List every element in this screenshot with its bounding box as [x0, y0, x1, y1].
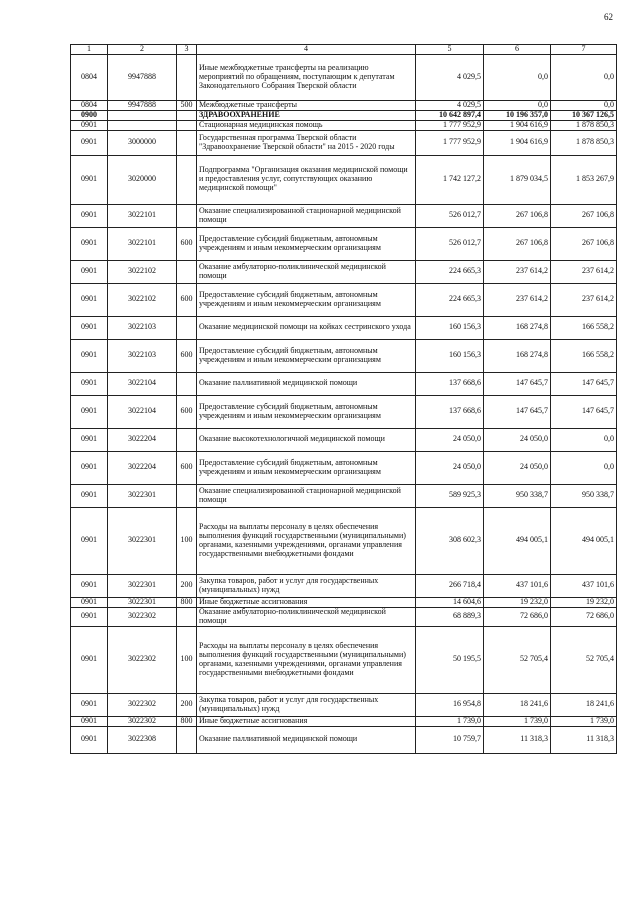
target-article-cell: 3022302 [108, 693, 177, 716]
amount-col5-cell: 24 050,0 [416, 451, 484, 484]
amount-col6-cell: 0,0 [484, 55, 551, 101]
amount-col5-cell: 224 665,3 [416, 260, 484, 283]
amount-col7-cell: 237 614,2 [551, 283, 617, 316]
expense-type-cell [177, 110, 197, 120]
amount-col7-cell: 10 367 126,5 [551, 110, 617, 120]
table-row [71, 130, 617, 155]
section-code-cell: 0900 [71, 110, 108, 120]
amount-col7-cell: 0,0 [551, 55, 617, 101]
section-code-cell: 0901 [71, 597, 108, 607]
section-code-cell: 0901 [71, 693, 108, 716]
table-row [71, 451, 617, 484]
expense-type-cell: 600 [177, 395, 197, 428]
item-name-cell: Предоставление субсидий бюджетным, автономным учреждениям и иным некоммерческим организациям [197, 227, 416, 260]
table-row [71, 716, 617, 726]
section-code-cell: 0901 [71, 607, 108, 626]
amount-col5-cell: 589 925,3 [416, 484, 484, 507]
target-article-cell: 9947888 [108, 101, 177, 111]
table-row [71, 372, 617, 395]
amount-col6-cell: 267 106,8 [484, 204, 551, 227]
amount-col6-cell: 147 645,7 [484, 372, 551, 395]
amount-col5-cell: 224 665,3 [416, 283, 484, 316]
item-name-cell: Расходы на выплаты персоналу в целях обеспечения выполнения функций государственными (муниципальными) органами, казенными учреждениями, органами управления государственными внебюджетными фондами [197, 626, 416, 693]
amount-col6-cell: 437 101,6 [484, 574, 551, 597]
target-article-cell: 3022204 [108, 451, 177, 484]
amount-col5-cell: 16 954,8 [416, 693, 484, 716]
amount-col6-cell: 1 739,0 [484, 716, 551, 726]
expense-type-cell [177, 428, 197, 451]
section-code-cell: 0901 [71, 155, 108, 204]
target-article-cell: 3022301 [108, 507, 177, 574]
target-article-cell: 3022103 [108, 316, 177, 339]
target-article-cell [108, 110, 177, 120]
amount-col6-cell: 168 274,8 [484, 339, 551, 372]
amount-col5-cell: 1 777 952,9 [416, 120, 484, 130]
item-name-cell: Предоставление субсидий бюджетным, автономным учреждениям и иным некоммерческим организациям [197, 283, 416, 316]
target-article-cell: 3022102 [108, 283, 177, 316]
item-name-cell: Закупка товаров, работ и услуг для государственных (муниципальных) нужд [197, 693, 416, 716]
table-row [71, 110, 617, 120]
amount-col5-cell: 266 718,4 [416, 574, 484, 597]
section-code-cell: 0901 [71, 507, 108, 574]
amount-col5-cell: 10 642 897,4 [416, 110, 484, 120]
expense-type-cell [177, 55, 197, 101]
amount-col7-cell: 19 232,0 [551, 597, 617, 607]
amount-col5-cell: 1 777 952,9 [416, 130, 484, 155]
expense-type-cell [177, 260, 197, 283]
table-row [71, 260, 617, 283]
expense-type-cell: 800 [177, 597, 197, 607]
item-name-cell: ЗДРАВООХРАНЕНИЕ [197, 110, 416, 120]
amount-col5-cell: 308 602,3 [416, 507, 484, 574]
section-code-cell: 0901 [71, 626, 108, 693]
expense-type-cell [177, 120, 197, 130]
expense-type-cell: 600 [177, 227, 197, 260]
amount-col7-cell: 166 558,2 [551, 316, 617, 339]
amount-col7-cell: 267 106,8 [551, 227, 617, 260]
target-article-cell [108, 120, 177, 130]
amount-col6-cell: 52 705,4 [484, 626, 551, 693]
item-name-cell: Подпрограмма "Организация оказания медицинской помощи и предоставления услуг, сопутствующих оказанию медицинской помощи" [197, 155, 416, 204]
expense-type-cell [177, 316, 197, 339]
table-row [71, 316, 617, 339]
target-article-cell: 3022301 [108, 574, 177, 597]
table-row [71, 597, 617, 607]
expense-type-cell [177, 155, 197, 204]
amount-col5-cell: 4 029,5 [416, 101, 484, 111]
item-name-cell: Оказание амбулаторно-поликлинической медицинской помощи [197, 607, 416, 626]
target-article-cell: 3022302 [108, 716, 177, 726]
section-code-cell: 0901 [71, 484, 108, 507]
target-article-cell: 3020000 [108, 155, 177, 204]
amount-col6-cell: 10 196 357,0 [484, 110, 551, 120]
column-number: 2 [108, 45, 177, 55]
expense-type-cell [177, 372, 197, 395]
amount-col7-cell: 494 005,1 [551, 507, 617, 574]
expense-type-cell: 600 [177, 339, 197, 372]
table-row [71, 155, 617, 204]
expense-type-cell: 200 [177, 574, 197, 597]
item-name-cell: Межбюджетные трансферты [197, 101, 416, 111]
expense-type-cell [177, 726, 197, 753]
item-name-cell: Оказание специализированной стационарной медицинской помощи [197, 204, 416, 227]
column-number: 5 [416, 45, 484, 55]
expense-type-cell: 100 [177, 507, 197, 574]
amount-col6-cell: 1 879 034,5 [484, 155, 551, 204]
item-name-cell: Иные бюджетные ассигнования [197, 716, 416, 726]
column-number-row [71, 45, 617, 55]
expense-type-cell [177, 130, 197, 155]
amount-col6-cell: 1 904 616,9 [484, 120, 551, 130]
amount-col5-cell: 50 195,5 [416, 626, 484, 693]
amount-col6-cell: 24 050,0 [484, 451, 551, 484]
table-row [71, 626, 617, 693]
item-name-cell: Стационарная медицинская помощь [197, 120, 416, 130]
amount-col7-cell: 237 614,2 [551, 260, 617, 283]
table-row [71, 395, 617, 428]
amount-col6-cell: 950 338,7 [484, 484, 551, 507]
column-number: 1 [71, 45, 108, 55]
item-name-cell: Расходы на выплаты персоналу в целях обеспечения выполнения функций государственными (муниципальными) органами, казенными учреждениями, органами управления государственными внебюджетными фондами [197, 507, 416, 574]
item-name-cell: Оказание медицинской помощи на койках сестринского ухода [197, 316, 416, 339]
target-article-cell: 3022101 [108, 227, 177, 260]
section-code-cell: 0901 [71, 120, 108, 130]
amount-col5-cell: 1 739,0 [416, 716, 484, 726]
item-name-cell: Иные бюджетные ассигнования [197, 597, 416, 607]
target-article-cell: 3022308 [108, 726, 177, 753]
section-code-cell: 0901 [71, 130, 108, 155]
amount-col5-cell: 526 012,7 [416, 204, 484, 227]
amount-col5-cell: 160 156,3 [416, 316, 484, 339]
expense-type-cell [177, 607, 197, 626]
item-name-cell: Предоставление субсидий бюджетным, автономным учреждениям и иным некоммерческим организациям [197, 339, 416, 372]
amount-col7-cell: 18 241,6 [551, 693, 617, 716]
table-row [71, 204, 617, 227]
amount-col7-cell: 0,0 [551, 451, 617, 484]
item-name-cell: Оказание высокотехнологичной медицинской помощи [197, 428, 416, 451]
budget-table [70, 44, 617, 754]
amount-col7-cell: 72 686,0 [551, 607, 617, 626]
amount-col6-cell: 147 645,7 [484, 395, 551, 428]
table-row [71, 120, 617, 130]
table-row [71, 484, 617, 507]
amount-col6-cell: 494 005,1 [484, 507, 551, 574]
amount-col7-cell: 437 101,6 [551, 574, 617, 597]
amount-col7-cell: 0,0 [551, 428, 617, 451]
amount-col7-cell: 950 338,7 [551, 484, 617, 507]
item-name-cell: Закупка товаров, работ и услуг для государственных (муниципальных) нужд [197, 574, 416, 597]
expense-type-cell [177, 484, 197, 507]
amount-col6-cell: 24 050,0 [484, 428, 551, 451]
table-row [71, 428, 617, 451]
amount-col6-cell: 237 614,2 [484, 260, 551, 283]
table-row [71, 574, 617, 597]
section-code-cell: 0901 [71, 395, 108, 428]
target-article-cell: 9947888 [108, 55, 177, 101]
amount-col7-cell: 52 705,4 [551, 626, 617, 693]
amount-col5-cell: 137 668,6 [416, 372, 484, 395]
amount-col7-cell: 166 558,2 [551, 339, 617, 372]
section-code-cell: 0901 [71, 283, 108, 316]
table-row [71, 227, 617, 260]
section-code-cell: 0901 [71, 204, 108, 227]
item-name-cell: Оказание паллиативной медицинской помощи [197, 372, 416, 395]
item-name-cell: Иные межбюджетные трансферты на реализацию мероприятий по обращениям, поступающим к депутатам Законодательного Собрания Тверской области [197, 55, 416, 101]
target-article-cell: 3022103 [108, 339, 177, 372]
amount-col7-cell: 1 739,0 [551, 716, 617, 726]
expense-type-cell: 600 [177, 283, 197, 316]
amount-col6-cell: 18 241,6 [484, 693, 551, 716]
amount-col6-cell: 1 904 616,9 [484, 130, 551, 155]
section-code-cell: 0804 [71, 101, 108, 111]
target-article-cell: 3022104 [108, 395, 177, 428]
amount-col7-cell: 147 645,7 [551, 395, 617, 428]
item-name-cell: Оказание специализированной стационарной медицинской помощи [197, 484, 416, 507]
table-row [71, 339, 617, 372]
amount-col5-cell: 4 029,5 [416, 55, 484, 101]
column-number: 3 [177, 45, 197, 55]
section-code-cell: 0901 [71, 339, 108, 372]
table-row [71, 55, 617, 101]
amount-col5-cell: 68 889,3 [416, 607, 484, 626]
column-number: 7 [551, 45, 617, 55]
amount-col7-cell: 267 106,8 [551, 204, 617, 227]
expense-type-cell [177, 204, 197, 227]
amount-col6-cell: 11 318,3 [484, 726, 551, 753]
item-name-cell: Государственная программа Тверской области "Здравоохранение Тверской области" на 2015 - 2020 годы [197, 130, 416, 155]
expense-type-cell: 200 [177, 693, 197, 716]
section-code-cell: 0901 [71, 428, 108, 451]
expense-type-cell: 500 [177, 101, 197, 111]
target-article-cell: 3022101 [108, 204, 177, 227]
target-article-cell: 3022104 [108, 372, 177, 395]
target-article-cell: 3022301 [108, 597, 177, 607]
expense-type-cell: 600 [177, 451, 197, 484]
table-row [71, 507, 617, 574]
amount-col7-cell: 11 318,3 [551, 726, 617, 753]
amount-col5-cell: 160 156,3 [416, 339, 484, 372]
expense-type-cell: 800 [177, 716, 197, 726]
item-name-cell: Предоставление субсидий бюджетным, автономным учреждениям и иным некоммерческим организациям [197, 451, 416, 484]
column-number: 6 [484, 45, 551, 55]
amount-col5-cell: 10 759,7 [416, 726, 484, 753]
section-code-cell: 0804 [71, 55, 108, 101]
amount-col7-cell: 0,0 [551, 101, 617, 111]
table-row [71, 101, 617, 111]
table-row [71, 607, 617, 626]
section-code-cell: 0901 [71, 316, 108, 339]
target-article-cell: 3000000 [108, 130, 177, 155]
amount-col6-cell: 0,0 [484, 101, 551, 111]
section-code-cell: 0901 [71, 372, 108, 395]
item-name-cell: Оказание паллиативной медицинской помощи [197, 726, 416, 753]
amount-col5-cell: 526 012,7 [416, 227, 484, 260]
column-number: 4 [197, 45, 416, 55]
amount-col5-cell: 1 742 127,2 [416, 155, 484, 204]
target-article-cell: 3022302 [108, 626, 177, 693]
table-row [71, 283, 617, 316]
section-code-cell: 0901 [71, 574, 108, 597]
amount-col5-cell: 137 668,6 [416, 395, 484, 428]
table-row [71, 693, 617, 716]
table-row [71, 726, 617, 753]
amount-col7-cell: 1 853 267,9 [551, 155, 617, 204]
section-code-cell: 0901 [71, 726, 108, 753]
amount-col7-cell: 1 878 850,3 [551, 120, 617, 130]
page-number: 62 [604, 12, 613, 22]
amount-col6-cell: 237 614,2 [484, 283, 551, 316]
amount-col5-cell: 14 604,6 [416, 597, 484, 607]
target-article-cell: 3022204 [108, 428, 177, 451]
amount-col6-cell: 267 106,8 [484, 227, 551, 260]
section-code-cell: 0901 [71, 716, 108, 726]
item-name-cell: Оказание амбулаторно-поликлинической медицинской помощи [197, 260, 416, 283]
target-article-cell: 3022102 [108, 260, 177, 283]
section-code-cell: 0901 [71, 451, 108, 484]
section-code-cell: 0901 [71, 260, 108, 283]
section-code-cell: 0901 [71, 227, 108, 260]
target-article-cell: 3022301 [108, 484, 177, 507]
item-name-cell: Предоставление субсидий бюджетным, автономным учреждениям и иным некоммерческим организациям [197, 395, 416, 428]
target-article-cell: 3022302 [108, 607, 177, 626]
amount-col6-cell: 168 274,8 [484, 316, 551, 339]
amount-col7-cell: 1 878 850,3 [551, 130, 617, 155]
amount-col6-cell: 72 686,0 [484, 607, 551, 626]
amount-col5-cell: 24 050,0 [416, 428, 484, 451]
amount-col6-cell: 19 232,0 [484, 597, 551, 607]
amount-col7-cell: 147 645,7 [551, 372, 617, 395]
expense-type-cell: 100 [177, 626, 197, 693]
